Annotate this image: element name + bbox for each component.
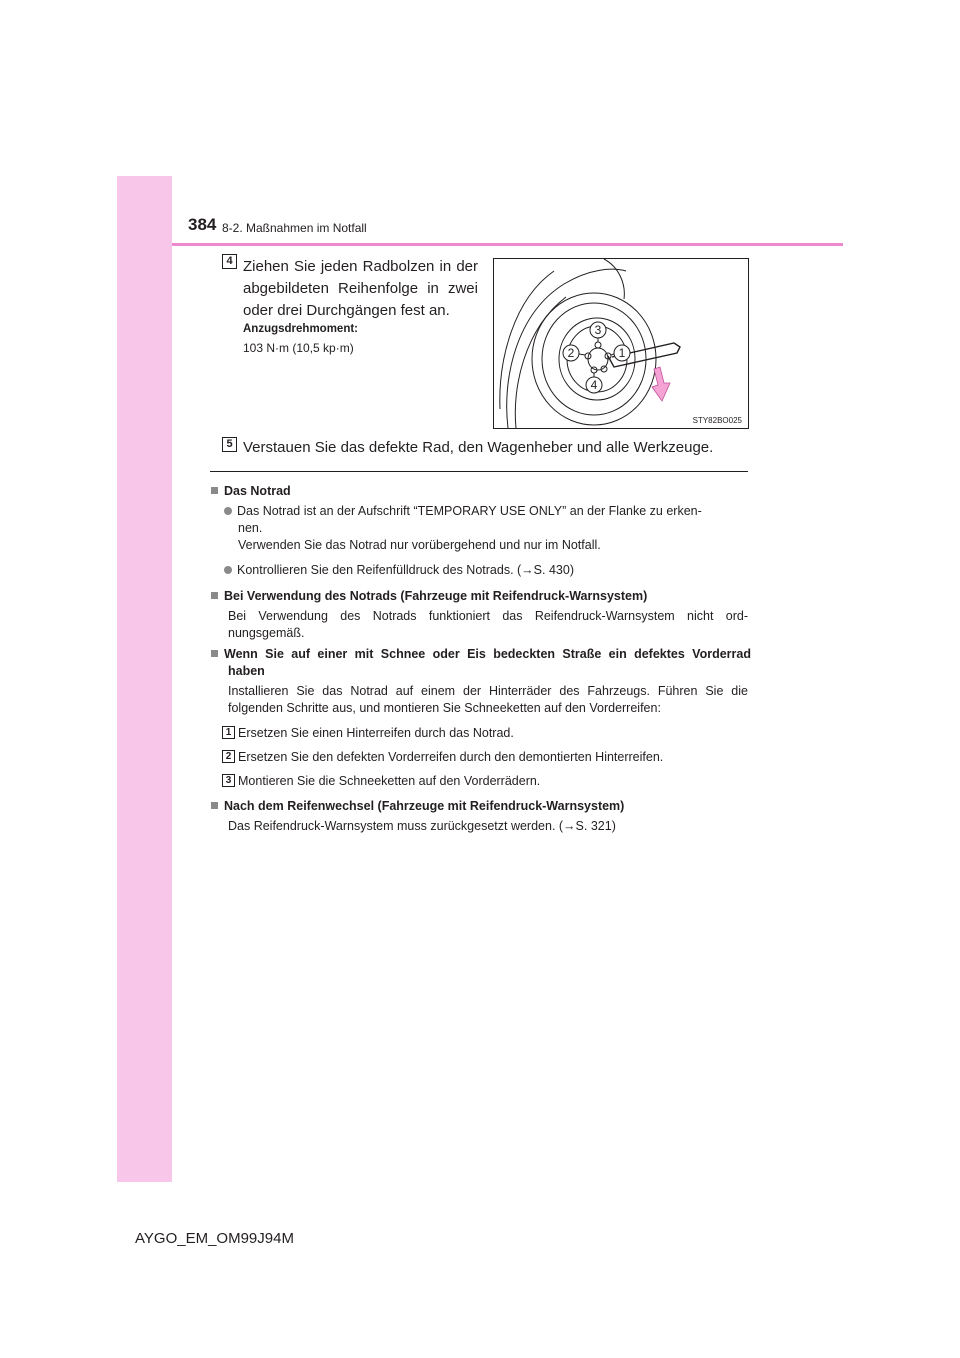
body-line — [500, 271, 554, 409]
step-number-5: 5 — [222, 437, 237, 452]
square-bullet-icon — [211, 650, 218, 657]
sub-step-2-text: Ersetzen Sie den defekten Vorderreifen durch den demontierten Hinterreifen. — [238, 750, 664, 764]
bullet-line: Das Notrad ist an der Aufschrift “TEMPORARY USE ONLY” an der Flanke zu erken- — [237, 504, 702, 518]
round-bullet-icon — [224, 507, 232, 515]
bullet-line: nen. — [238, 521, 263, 535]
sub-step-number-2: 2 — [222, 750, 235, 763]
wheel-illustration — [494, 259, 748, 428]
paragraph-line: Installieren Sie das Notrad auf einem der Hinterräder des Fahrzeugs. Führen Sie die — [228, 684, 748, 698]
fender-top-line — [604, 259, 624, 299]
sub-step-number-3: 3 — [222, 774, 235, 787]
square-bullet-icon — [211, 487, 218, 494]
bullet-line: Verwenden Sie das Notrad nur vorübergehend und nur im Notfall. — [238, 538, 601, 552]
step-4-line-3: oder drei Durchgängen fest an. — [243, 302, 450, 319]
tire-outer — [532, 293, 656, 425]
round-bullet-icon — [224, 566, 232, 574]
note-heading-spare-tire — [211, 483, 751, 500]
torque-label: Anzugsdrehmoment: — [243, 323, 358, 335]
paragraph-line: folgenden Schritte aus, und montieren Sie Schneeketten auf den Vorderreifen: — [228, 701, 661, 715]
page-number: 384 — [188, 215, 217, 234]
note-title: Das Notrad — [224, 484, 291, 498]
note-title: Bei Verwendung des Notrads (Fahrzeuge mit Reifendruck-Warnsystem) — [224, 589, 648, 603]
callout-1-leader — [611, 354, 614, 355]
bullet-line: Kontrollieren Sie den Reifenfülldruck des Notrads. (→S. 430) — [237, 563, 574, 577]
callout-2-leader — [579, 354, 585, 355]
step-4-text — [243, 256, 478, 322]
tpws-spare-text — [228, 608, 748, 642]
callout-1-label: 1 — [618, 346, 626, 360]
tire-inner — [542, 303, 646, 415]
callout-3-label: 3 — [594, 323, 602, 337]
after-change-text: Das Reifendruck-Warnsystem muss zurückgesetzt werden. (→S. 321) — [228, 819, 616, 833]
wheel-bolt-tightening-figure — [493, 258, 749, 429]
figure-code: STY82BO025 — [692, 416, 742, 425]
torque-value: 103 N·m (10,5 kp·m) — [243, 341, 354, 355]
square-bullet-icon — [211, 802, 218, 809]
note-title: haben — [228, 664, 265, 678]
step-4-line-1: Ziehen Sie jeden Radbolzen in der — [243, 258, 478, 275]
note-heading-snow — [211, 646, 751, 680]
header-rule — [172, 243, 843, 246]
square-bullet-icon — [211, 592, 218, 599]
sub-step-3-text: Montieren Sie die Schneeketten auf den Vorderrädern. — [238, 774, 541, 788]
fender-inner-line — [515, 297, 566, 428]
snow-text — [228, 683, 748, 717]
spare-tire-bullet-2 — [224, 562, 750, 579]
step-5-text: Verstauen Sie das defekte Rad, den Wagenheber und alle Werkzeuge. — [243, 439, 714, 456]
step-number-4: 4 — [222, 254, 237, 269]
chapter-sidebar-tab — [117, 176, 172, 1182]
sub-step-1-text: Ersetzen Sie einen Hinterreifen durch das Notrad. — [238, 726, 514, 740]
lug-nut-3 — [595, 342, 601, 348]
note-title: Wenn Sie auf einer mit Schnee oder Eis bedeckten Straße ein defektes Vorderrad — [224, 647, 751, 661]
note-heading-tpws-spare — [211, 588, 751, 605]
paragraph-line: nungsgemäß. — [228, 626, 305, 640]
callout-4-label: 4 — [590, 378, 598, 392]
document-code-footer: AYGO_EM_OM99J94M — [135, 1230, 294, 1247]
sub-step-number-1: 1 — [222, 726, 235, 739]
section-title: 8-2. Maßnahmen im Notfall — [222, 221, 367, 235]
step-4-line-2: abgebildeten Reihenfolge in zwei — [243, 280, 478, 297]
spare-tire-bullet-1 — [224, 503, 750, 554]
downward-arrow-icon — [652, 367, 670, 401]
section-divider — [210, 471, 748, 472]
callout-2-label: 2 — [567, 346, 575, 360]
paragraph-line: Bei Verwendung des Notrads funktioniert das Reifendruck-Warnsystem nicht ord- — [228, 609, 748, 623]
note-title: Nach dem Reifenwechsel (Fahrzeuge mit Reifendruck-Warnsystem) — [224, 799, 625, 813]
note-heading-after-change — [211, 798, 751, 815]
